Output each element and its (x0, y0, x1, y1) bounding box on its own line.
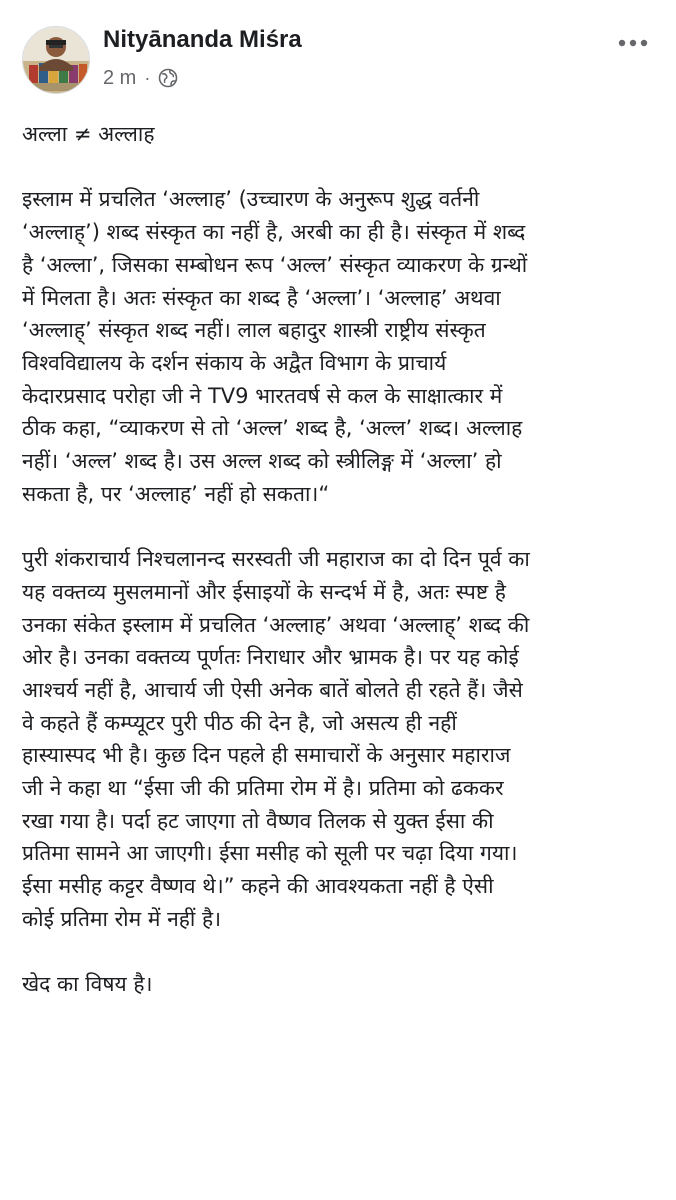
paragraph-spacer (22, 151, 662, 184)
post-paragraph: खेद का विषय है। (22, 972, 153, 997)
author-avatar[interactable] (22, 26, 90, 94)
author-name[interactable]: Nityānanda Miśra (103, 26, 302, 53)
meta-separator: · (144, 67, 151, 88)
post-text (22, 118, 662, 1001)
post-paragraph: पुरी शंकराचार्य निश्चलानन्द सरस्वती जी महाराज का दो दिन पूर्व का यह वक्तव्य मुसलमानों और ईसाइयों के सन्दर्भ में है, अतः स्पष्ट है उनका संकेत इस्लाम में प्रचलित ‘अल्लाह’ अथवा ‘अल्लाह्’ शब्द की ओर है। उनका वक्तव्य पूर्णतः निराधार और भ्रामक है। पर यह कोई आश्चर्य नहीं है, आचार्य जी ऐसी अनेक बातें बोलते ही रहते हैं। जैसे वे कहते हैं कम्प्यूटर पुरी पीठ की देन है, जो असत्य ही नहीं हास्यास्पद भी है। कुछ दिन पहले ही समाचारों के अनुसार महाराज जी ने कहा था “ईसा जी की प्रतिमा रोम में है। प्रतिमा को ढककर रखा गया है। पर्दा हट जाएगा तो वैष्णव तिलक से युक्त ईसा की प्रतिमा सामने आ जाएगी। ईसा मसीह को सूली पर चढ़ा दिया गया। ईसा मसीह कट्टर वैष्णव थे।” कहने की आवश्यकता नहीं है ऐसी कोई प्रतिमा रोम में नहीं है। (22, 547, 530, 931)
paragraph-spacer (22, 936, 662, 969)
globe-icon[interactable] (158, 68, 178, 88)
post-heading-line: अल्ला ≠ अल्लाह (22, 122, 155, 146)
more-options-icon (617, 38, 649, 48)
post-meta (103, 65, 178, 91)
avatar-image (23, 27, 89, 93)
post-paragraph: इस्लाम में प्रचलित ‘अल्लाह’ (उच्चारण के अनुरूप शुद्ध वर्तनी ‘अल्लाह्’) शब्द संस्कृत का नहीं है, अरबी का ही है। संस्कृत में शब्द है ‘अल्ला’, जिसका सम्बोधन रूप ‘अल्ल’ संस्कृत व्याकरण के ग्रन्थों में मिलता है। अतः संस्कृत का शब्द है ‘अल्ला’। ‘अल्लाह’ अथवा ‘अल्लाह्’ संस्कृत शब्द नहीं। लाल बहादुर शास्त्री राष्ट्रीय संस्कृत विश्वविद्यालय के दर्शन संकाय के अद्वैत विभाग के प्राचार्य केदारप्रसाद परोहा जी ने TV9 भारतवर्ष से कल के साक्षात्कार में ठीक कहा, “व्याकरण से तो ‘अल्ल’ शब्द है, ‘अल्ल’ शब्द। अल्लाह नहीं। ‘अल्ल’ शब्द है। उस अल्ल शब्द को स्त्रीलिङ्ग में ‘अल्ला’ हो सकता है, पर ‘अल्लाह’ नहीं हो सकता।“ (22, 187, 528, 506)
more-options-button[interactable] (616, 26, 650, 60)
post-header (0, 0, 676, 110)
paragraph-spacer (22, 510, 662, 543)
post-timestamp[interactable]: 2 m (103, 66, 137, 89)
